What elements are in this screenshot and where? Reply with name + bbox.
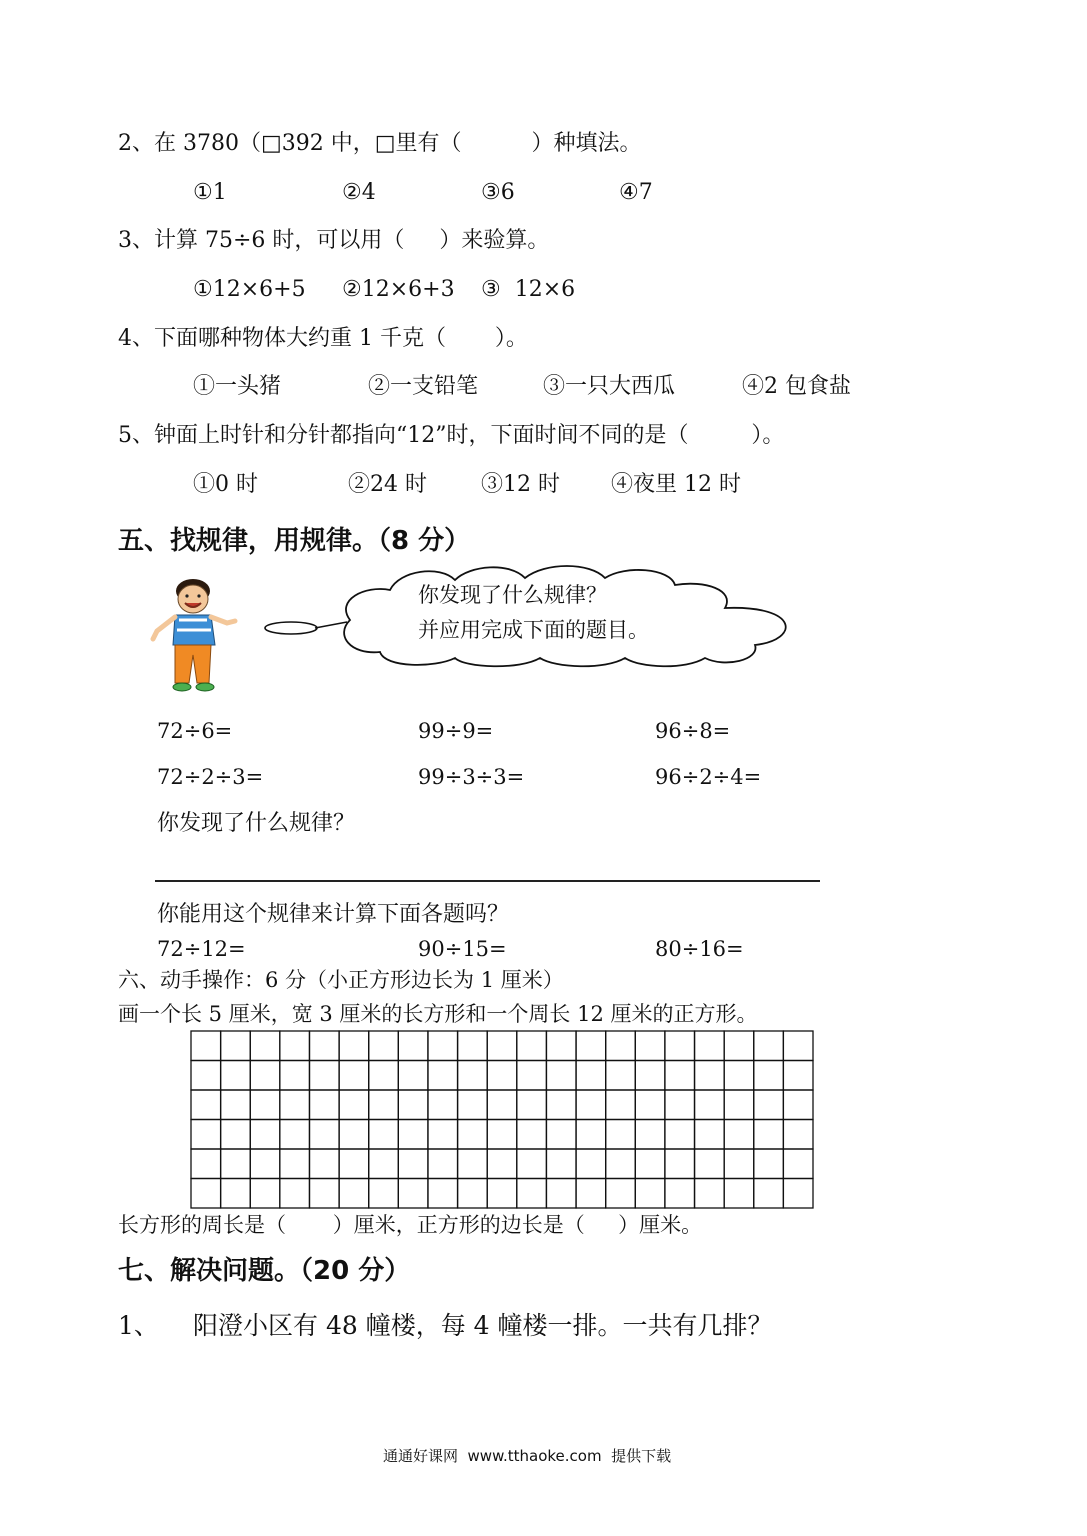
- grid-cell[interactable]: [369, 1061, 399, 1091]
- grid-cell[interactable]: [339, 1120, 369, 1150]
- grid-cell[interactable]: [398, 1031, 428, 1061]
- q4-option-2: ②一支铅笔: [368, 374, 479, 399]
- grid-cell[interactable]: [695, 1090, 725, 1120]
- grid-cell[interactable]: [546, 1061, 576, 1091]
- grid-cell[interactable]: [665, 1179, 695, 1209]
- grid-cell[interactable]: [458, 1031, 488, 1061]
- grid-cell[interactable]: [309, 1179, 339, 1209]
- grid-cell[interactable]: [606, 1061, 636, 1091]
- grid-cell[interactable]: [398, 1149, 428, 1179]
- grid-cell[interactable]: [458, 1090, 488, 1120]
- grid-cell[interactable]: [695, 1031, 725, 1061]
- grid-cell[interactable]: [665, 1149, 695, 1179]
- grid-cell[interactable]: [191, 1149, 221, 1179]
- grid-cell[interactable]: [635, 1179, 665, 1209]
- grid-cell[interactable]: [369, 1120, 399, 1150]
- grid-cell[interactable]: [517, 1179, 547, 1209]
- section-7-title: 七、解决问题。（20 分）: [118, 1256, 411, 1286]
- grid-cell[interactable]: [221, 1179, 251, 1209]
- q2-option-3: ③6: [481, 180, 515, 205]
- grid-cell[interactable]: [546, 1031, 576, 1061]
- grid-cell[interactable]: [695, 1149, 725, 1179]
- grid-cell[interactable]: [754, 1031, 784, 1061]
- section-5-title: 五、找规律，用规律。（8 分）: [118, 526, 471, 556]
- equation: 99÷3÷3=: [418, 765, 525, 789]
- grid-cell[interactable]: [606, 1031, 636, 1061]
- grid-cell[interactable]: [250, 1090, 280, 1120]
- footer-source: 通通好课网 www.tthaoke.com 提供下载: [383, 1447, 672, 1465]
- grid-cell[interactable]: [576, 1090, 606, 1120]
- grid-cell[interactable]: [783, 1120, 813, 1150]
- grid-cell[interactable]: [221, 1090, 251, 1120]
- grid-cell[interactable]: [487, 1061, 517, 1091]
- grid-cell[interactable]: [280, 1120, 310, 1150]
- answer-line[interactable]: [155, 880, 820, 882]
- grid-cell[interactable]: [487, 1179, 517, 1209]
- grid-cell[interactable]: [754, 1090, 784, 1120]
- bubble-line-1: 你发现了什么规律？: [418, 583, 607, 607]
- grid-cell[interactable]: [783, 1061, 813, 1091]
- grid-cell[interactable]: [517, 1149, 547, 1179]
- grid-cell[interactable]: [339, 1061, 369, 1091]
- grid-cell[interactable]: [398, 1179, 428, 1209]
- grid-cell[interactable]: [250, 1120, 280, 1150]
- grid-cell[interactable]: [517, 1090, 547, 1120]
- grid-cell[interactable]: [635, 1120, 665, 1150]
- grid-cell[interactable]: [369, 1090, 399, 1120]
- grid-cell[interactable]: [783, 1031, 813, 1061]
- grid-cell[interactable]: [546, 1149, 576, 1179]
- grid-cell[interactable]: [754, 1120, 784, 1150]
- grid-cell[interactable]: [221, 1031, 251, 1061]
- q2-option-2: ②4: [342, 180, 376, 205]
- section-6-title: 六、动手操作：6 分（小正方形边长为 1 厘米）: [118, 968, 564, 992]
- grid-cell[interactable]: [546, 1090, 576, 1120]
- apply-rule-prompt: 你能用这个规律来计算下面各题吗？: [157, 902, 510, 927]
- q5-option-2: ②24 时: [348, 472, 427, 497]
- question-5: 5、钟面上时针和分针都指向“12”时，下面时间不同的是（ ）。: [118, 423, 785, 448]
- grid-cell[interactable]: [487, 1090, 517, 1120]
- q3-option-2: ②12×6+3: [342, 277, 455, 302]
- grid-cell[interactable]: [369, 1149, 399, 1179]
- q4-option-4: ④2 包食盐: [742, 374, 851, 399]
- grid-cell[interactable]: [280, 1031, 310, 1061]
- grid-cell[interactable]: [517, 1061, 547, 1091]
- grid-cell[interactable]: [517, 1031, 547, 1061]
- grid-cell[interactable]: [191, 1120, 221, 1150]
- grid-cell[interactable]: [606, 1179, 636, 1209]
- grid-cell[interactable]: [428, 1031, 458, 1061]
- grid-cell[interactable]: [309, 1149, 339, 1179]
- grid-cell[interactable]: [517, 1120, 547, 1150]
- grid-cell[interactable]: [428, 1149, 458, 1179]
- grid-cell[interactable]: [398, 1090, 428, 1120]
- equation: 99÷9=: [418, 719, 494, 743]
- equation: 96÷8=: [655, 719, 731, 743]
- q3-option-3: ③ 12×6: [481, 277, 576, 302]
- grid-cell[interactable]: [221, 1120, 251, 1150]
- grid-cell[interactable]: [458, 1179, 488, 1209]
- grid-cell[interactable]: [665, 1031, 695, 1061]
- grid-cell[interactable]: [428, 1179, 458, 1209]
- grid-cell[interactable]: [606, 1149, 636, 1179]
- grid-cell[interactable]: [250, 1179, 280, 1209]
- section-6-instruction: 画一个长 5 厘米，宽 3 厘米的长方形和一个周长 12 厘米的正方形。: [118, 1002, 758, 1026]
- grid-cell[interactable]: [398, 1120, 428, 1150]
- equation: 96÷2÷4=: [655, 765, 762, 789]
- grid-cell[interactable]: [191, 1179, 221, 1209]
- grid-cell[interactable]: [724, 1120, 754, 1150]
- grid-cell[interactable]: [191, 1090, 221, 1120]
- grid-cell[interactable]: [487, 1120, 517, 1150]
- equation: 72÷6=: [157, 719, 233, 743]
- grid-cell[interactable]: [309, 1031, 339, 1061]
- grid-cell[interactable]: [783, 1149, 813, 1179]
- grid-cell[interactable]: [695, 1120, 725, 1150]
- grid-cell[interactable]: [309, 1120, 339, 1150]
- grid-cell[interactable]: [695, 1179, 725, 1209]
- grid-cell[interactable]: [754, 1061, 784, 1091]
- grid-cell[interactable]: [309, 1090, 339, 1120]
- grid-cell[interactable]: [754, 1149, 784, 1179]
- grid-cell[interactable]: [221, 1061, 251, 1091]
- grid-cell[interactable]: [576, 1120, 606, 1150]
- grid-cell[interactable]: [280, 1061, 310, 1091]
- question-4: 4、下面哪种物体大约重 1 千克（ ）。: [118, 326, 528, 351]
- grid-cell[interactable]: [280, 1179, 310, 1209]
- grid-cell[interactable]: [576, 1031, 606, 1061]
- grid-cell[interactable]: [339, 1090, 369, 1120]
- grid-cell[interactable]: [724, 1061, 754, 1091]
- grid-cell[interactable]: [665, 1090, 695, 1120]
- grid-cell[interactable]: [250, 1149, 280, 1179]
- thought-cloud: [255, 560, 800, 670]
- grid-cell[interactable]: [665, 1061, 695, 1091]
- grid-cell[interactable]: [546, 1179, 576, 1209]
- q3-option-1: ①12×6+5: [193, 277, 306, 302]
- grid-cell[interactable]: [754, 1179, 784, 1209]
- grid-cell[interactable]: [221, 1149, 251, 1179]
- grid-cell[interactable]: [428, 1120, 458, 1150]
- grid-cell[interactable]: [428, 1061, 458, 1091]
- grid-cell[interactable]: [339, 1179, 369, 1209]
- grid-cell[interactable]: [280, 1090, 310, 1120]
- equation: 80÷16=: [655, 937, 744, 961]
- drawing-grid[interactable]: [190, 1030, 814, 1209]
- equation: 72÷12=: [157, 937, 246, 961]
- q5-option-3: ③12 时: [481, 472, 560, 497]
- grid-cell[interactable]: [665, 1120, 695, 1150]
- grid-cell[interactable]: [635, 1149, 665, 1179]
- q5-option-1: ①0 时: [193, 472, 258, 497]
- grid-cell[interactable]: [576, 1149, 606, 1179]
- grid-cell[interactable]: [546, 1120, 576, 1150]
- q4-option-1: ①一头猪: [193, 374, 282, 399]
- q2-option-1: ①1: [193, 180, 227, 205]
- grid-cell[interactable]: [576, 1179, 606, 1209]
- grid-cell[interactable]: [606, 1120, 636, 1150]
- problem-1-number: 1、: [118, 1311, 159, 1340]
- grid-cell[interactable]: [191, 1061, 221, 1091]
- q4-option-3: ③一只大西瓜: [543, 374, 676, 399]
- grid-cell[interactable]: [724, 1090, 754, 1120]
- grid-cell[interactable]: [250, 1031, 280, 1061]
- boy-illustration: [145, 575, 240, 700]
- grid-cell[interactable]: [339, 1031, 369, 1061]
- q5-option-4: ④夜里 12 时: [611, 472, 741, 497]
- grid-cell[interactable]: [339, 1149, 369, 1179]
- grid-cell[interactable]: [309, 1061, 339, 1091]
- grid-cell[interactable]: [635, 1031, 665, 1061]
- grid-cell[interactable]: [280, 1149, 310, 1179]
- equation: 90÷15=: [418, 937, 507, 961]
- grid-cell[interactable]: [487, 1149, 517, 1179]
- grid-cell[interactable]: [369, 1179, 399, 1209]
- bubble-line-2: 并应用完成下面的题目。: [418, 618, 649, 642]
- grid-cell[interactable]: [487, 1031, 517, 1061]
- grid-cell[interactable]: [191, 1031, 221, 1061]
- grid-cell[interactable]: [783, 1179, 813, 1209]
- grid-cell[interactable]: [576, 1061, 606, 1091]
- grid-cell[interactable]: [250, 1061, 280, 1091]
- grid-cell[interactable]: [635, 1090, 665, 1120]
- grid-cell[interactable]: [724, 1031, 754, 1061]
- grid-cell[interactable]: [695, 1061, 725, 1091]
- section-6-answer: 长方形的周长是（ ）厘米，正方形的边长是（ ）厘米。: [118, 1213, 703, 1237]
- grid-cell[interactable]: [635, 1061, 665, 1091]
- grid-cell[interactable]: [724, 1149, 754, 1179]
- question-3: 3、计算 75÷6 时，可以用（ ）来验算。: [118, 228, 550, 253]
- grid-cell[interactable]: [398, 1061, 428, 1091]
- rule-prompt: 你发现了什么规律？: [157, 811, 356, 836]
- grid-cell[interactable]: [724, 1179, 754, 1209]
- grid-cell[interactable]: [428, 1090, 458, 1120]
- grid-cell[interactable]: [606, 1090, 636, 1120]
- grid-cell[interactable]: [458, 1061, 488, 1091]
- problem-1-text: 阳澄小区有 48 幢楼，每 4 幢楼一排。一共有几排？: [193, 1311, 773, 1340]
- grid-cell[interactable]: [369, 1031, 399, 1061]
- grid-cell[interactable]: [458, 1120, 488, 1150]
- grid-cell[interactable]: [458, 1149, 488, 1179]
- q2-option-4: ④7: [619, 180, 653, 205]
- question-2: 2、在 3780（□392 中，□里有（ ）种填法。: [118, 131, 642, 156]
- equation: 72÷2÷3=: [157, 765, 264, 789]
- grid-cell[interactable]: [783, 1090, 813, 1120]
